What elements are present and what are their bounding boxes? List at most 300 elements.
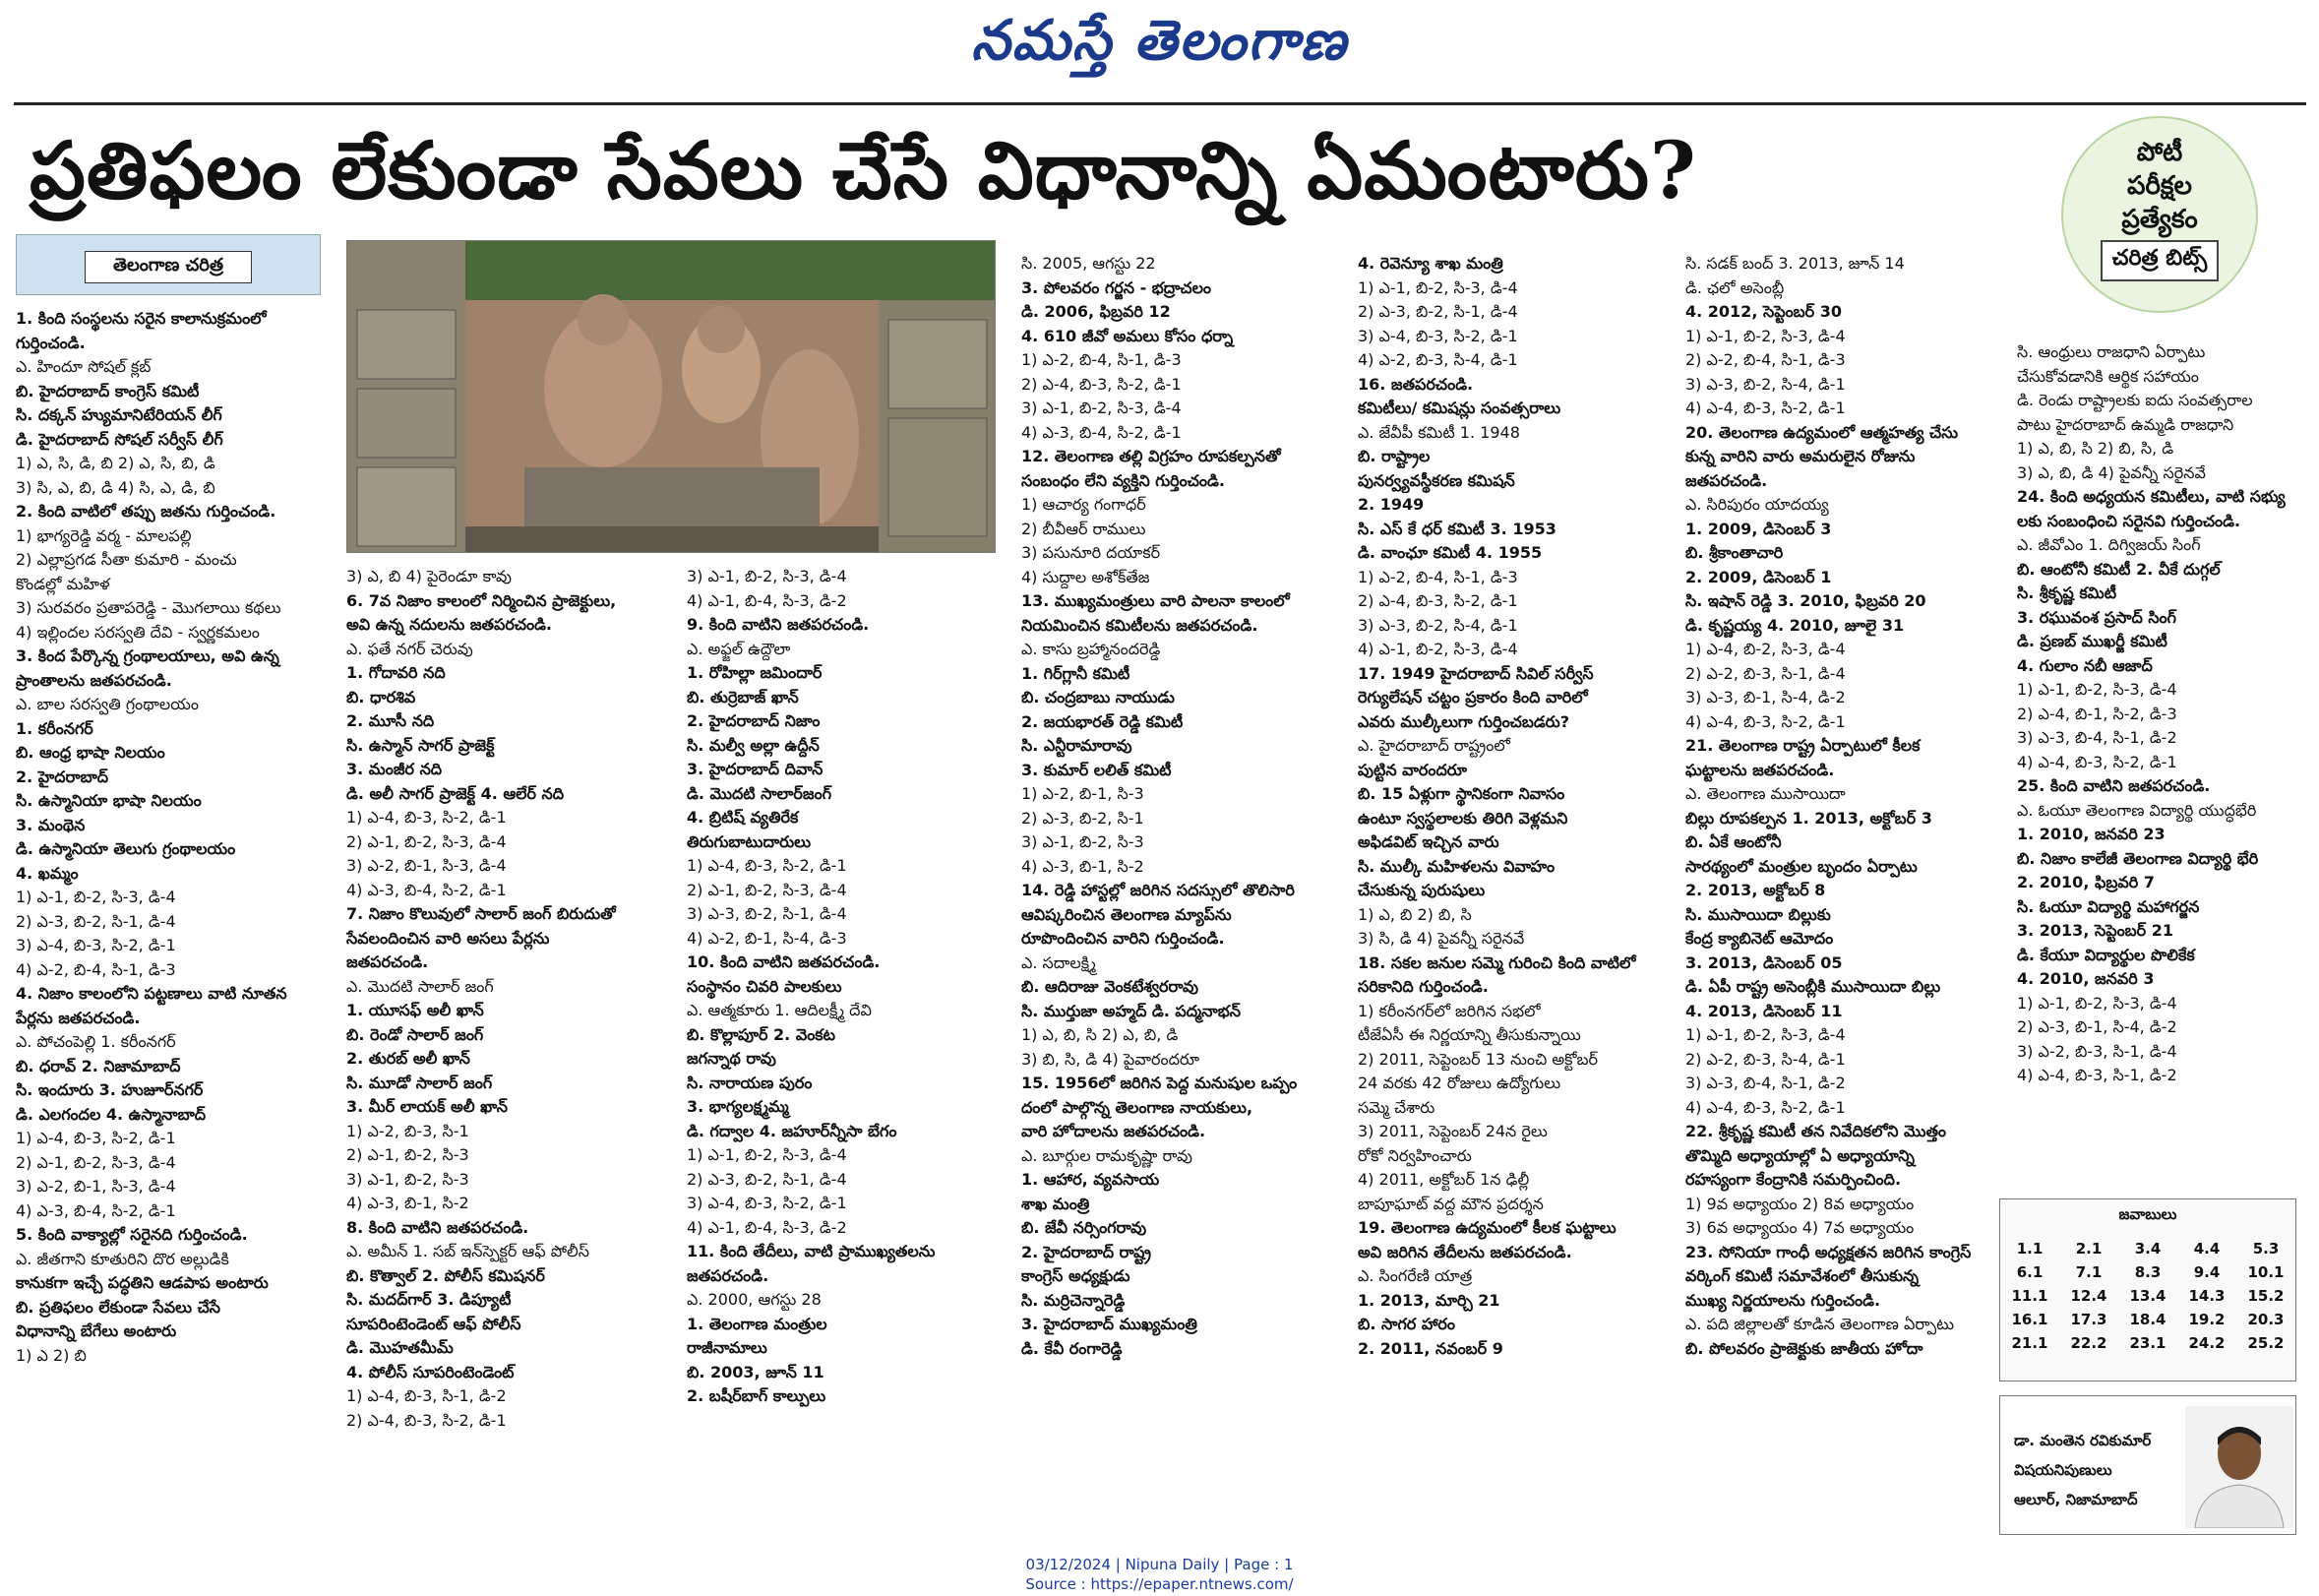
text-line: 2) ఎ-1, బి-2, సి-3, డి-4 — [16, 1152, 176, 1172]
text-line: కున్న వారిని వారు అమరులైన రోజును — [1685, 447, 1916, 465]
text-line: 4) ఎ-3, బి-4, సి-2, డి-1 — [16, 1200, 176, 1220]
column-7 — [2017, 340, 2314, 1088]
text-line: పాటు హైదరాబాద్ ఉమ్మడి రాజధాని — [2017, 414, 2234, 434]
text-line: 4) ఎ-3, బి-4, సి-2, డి-1 — [346, 880, 507, 899]
text-line: పేర్లను జతపరచండి. — [16, 1008, 141, 1027]
author-photo — [2185, 1406, 2293, 1528]
text-line: 1) ఎ-4, బి-2, సి-3, డి-4 — [1685, 640, 1846, 658]
text-line: 12. తెలంగాణ తల్లి విగ్రహం రూపకల్పనతో — [1021, 447, 1281, 465]
text-line: అఫిడవిట్ ఇచ్చిన వారు — [1358, 832, 1499, 851]
text-line: 1. యూసఫ్ అలీ ఖాన్ — [346, 1001, 484, 1019]
text-line: ఎవరు ముల్కీలుగా గుర్తించబడరు? — [1358, 711, 1569, 731]
text-line: ఉంటూ స్వస్థలాలకు తిరిగి వెళ్లమని — [1358, 808, 1568, 828]
text-line: సి. మల్వీ అల్లా ఉద్దీన్ — [687, 735, 820, 755]
text-line: 3. మీర్ లాయక్ అలీ ఖాన్ — [346, 1097, 509, 1116]
text-line: ఎ. మొదటి సాలార్ జంగ్ — [346, 976, 494, 996]
text-line: ముఖ్య నిర్ణయాలను గుర్తించండి. — [1685, 1290, 1881, 1310]
text-line: దంలో పాల్గొన్న తెలంగాణ నాయకులు, — [1021, 1097, 1253, 1117]
text-line: సి. 2005, ఆగస్టు 22 — [1021, 254, 1156, 273]
badge-line-1: పోటీ — [2136, 138, 2183, 167]
badge-line-2: పరీక్షల — [2127, 171, 2192, 201]
text-line: బి. ప్రతిఫలం లేకుండా సేవలు చేసే — [16, 1297, 220, 1317]
text-line: 3) ఎ-4, బి-3, సి-2, డి-1 — [1358, 326, 1518, 345]
text-line: సి. ఉస్మాన్ సాగర్ ప్రాజెక్ట్ — [346, 735, 495, 755]
footer-source[interactable]: Source : https://epaper.ntnews.com/ — [1025, 1575, 1294, 1593]
text-line: ఎ. ఫతే నగర్ చెరువు — [346, 639, 473, 658]
answer-cell: 23.1 — [2129, 1334, 2166, 1352]
column-4 — [1021, 252, 1341, 1361]
text-line: సంబంధం లేని వ్యక్తిని గుర్తించండి. — [1021, 470, 1225, 490]
text-line: 1) ఎ-2, బి-4, సి-1, డి-3 — [1358, 567, 1518, 586]
text-line: సి. ఇందూరు 3. హుజూర్‌నగర్ — [16, 1080, 204, 1099]
column-2 — [346, 565, 663, 1433]
text-line: 19. తెలంగాణ ఉద్యమంలో కీలక ఘట్టాలు — [1358, 1218, 1617, 1237]
text-line: అవి జరిగిన తేదీలను జతపరచండి. — [1358, 1242, 1572, 1261]
text-line: డి. ఉస్మానియా తెలుగు గ్రంథాలయం — [16, 839, 236, 858]
answer-cell: 7.1 — [2075, 1263, 2103, 1281]
text-line: 2. బషీర్‌బాగ్ కాల్పులు — [687, 1386, 826, 1405]
text-line: 1. తెలంగాణ మంత్రుల — [687, 1314, 827, 1333]
text-line: 1. గిర్‌గ్లానీ కమిటీ — [1021, 663, 1130, 683]
text-line: వారి హోదాలను జతపరచండి. — [1021, 1122, 1206, 1140]
text-line: 4) ఎ-4, బి-3, సి-2, డి-1 — [1685, 399, 1846, 417]
text-line: 4. పోలీస్ సూపరింటెండెంట్ — [346, 1362, 515, 1381]
answer-cell: 24.2 — [2188, 1334, 2226, 1352]
text-line: గుర్తించండి. — [16, 333, 86, 352]
text-line: ఎ. పోచంపెల్లి 1. కరీంనగర్ — [16, 1032, 176, 1051]
answer-cell: 14.3 — [2188, 1287, 2226, 1305]
answer-cell: 16.1 — [2011, 1311, 2048, 1328]
text-line: 4) ఎ-3, బి-1, సి-2 — [1021, 856, 1144, 876]
text-line: బి. శ్రీకాంతాచారి — [1685, 543, 1784, 562]
text-line: సి. ఇషాన్ రెడ్డి 3. 2010, ఫిబ్రవరి 20 — [1685, 591, 1926, 610]
text-line: డి. 2006, ఫిబ్రవరి 12 — [1021, 302, 1171, 321]
text-line: 7. నిజాం కొలువులో సాలార్ జంగ్ బిరుదుతో — [346, 904, 616, 923]
text-line: రోకో నిర్వహించారు — [1358, 1145, 1472, 1165]
answer-cell: 5.3 — [2252, 1240, 2280, 1258]
text-line: 4) ఎ-3, బి-1, సి-2 — [346, 1194, 469, 1212]
text-line: 4) 2011, అక్టోబర్ 1న ఢిల్లీ — [1358, 1170, 1530, 1189]
text-line: సి. ఎన్టీరామారావు — [1021, 736, 1132, 755]
text-line: 4) ఎ-1, బి-4, సి-3, డి-2 — [687, 1217, 847, 1237]
badge-line-3: ప్రత్యేకం — [2121, 205, 2198, 234]
text-line: 3. మంజీర నది — [346, 760, 443, 778]
text-line: ఎ. అమీన్ 1. సబ్ ఇన్‌స్పెక్టర్ ఆఫ్ పోలీస్ — [346, 1242, 589, 1260]
text-line: 2) ఎ-3, బి-1, సి-4, డి-2 — [2017, 1017, 2177, 1036]
text-line: 4. నిజాం కాలంలోని పట్టణాలు వాటి నూతన — [16, 984, 287, 1003]
text-line: 2) ఎల్లాప్రగడ సీతా కుమారి - మంచు — [16, 550, 237, 569]
text-line: 2. 2011, నవంబర్ 9 — [1358, 1338, 1503, 1358]
text-line: ఎ. సిరిపురం యాదయ్య — [1685, 495, 1829, 514]
text-line: జగన్నాథ రావు — [687, 1049, 776, 1068]
text-line: 1) ఎ, బి, సి 2) బి, సి, డి — [2017, 439, 2174, 458]
text-line: 4) ఎ-2, బి-3, సి-4, డి-1 — [1358, 350, 1518, 369]
author-place: ఆలూర్, నిజామాబాద్ — [2014, 1491, 2138, 1508]
text-line: 1) ఎ, బి 2) బి, సి — [1358, 904, 1472, 924]
text-line: కొండల్లో మహిళ — [16, 574, 110, 593]
footer-line-1: 03/12/2024 | Nipuna Daily | Page : 1 — [1025, 1556, 1294, 1573]
answer-table — [2000, 1237, 2295, 1355]
text-line: 4) ఎ-2, బి-1, సి-4, డి-3 — [687, 928, 847, 948]
text-line: 1) ఎ, బి, సి 2) ఎ, బి, డి — [1021, 1025, 1179, 1044]
text-line: సి. ఎస్ కే ధర్ కమిటీ 3. 1953 — [1358, 519, 1556, 538]
text-line: డి. ఎలగందల 4. ఉస్మానాబాద్ — [16, 1104, 207, 1124]
text-line: 3) ఎ, బి, డి 4) పైవన్నీ సరైనవే — [2017, 462, 2206, 482]
text-line: బి. చంద్రబాబు నాయుడు — [1021, 688, 1175, 706]
text-line: 24. కింది అధ్యయన కమిటీలు, వాటి సభ్యు — [2017, 487, 2286, 506]
text-line: బి. తుర్రెబాజ్ ఖాన్ — [687, 687, 799, 706]
text-line: సి. సడక్ బంద్ 3. 2013, జూన్ 14 — [1685, 254, 1905, 273]
text-line: 24 వరకు 42 రోజులు ఉద్యోగులు — [1358, 1074, 1561, 1092]
text-line: 4. 610 జీవో అమలు కోసం ధర్నా — [1021, 326, 1234, 345]
text-line: విధానాన్ని బేగేలు అంటారు — [16, 1321, 177, 1340]
text-line: డి. వాంఛూ కమిటీ 4. 1955 — [1358, 543, 1543, 562]
text-line: డి. రెండు రాష్ట్రాలకు ఐదు సంవత్సరాల — [2017, 391, 2253, 409]
text-line: బి. 2003, జూన్ 11 — [687, 1362, 824, 1381]
text-line: 3) ఎ-1, బి-2, సి-3, డి-4 — [687, 567, 847, 585]
text-line: 1. 2010, జనవరి 23 — [2017, 825, 2166, 843]
text-line: డి. ఛలో అసెంబ్లీ — [1685, 277, 1785, 297]
text-line: 3) ఎ-4, బి-3, సి-2, డి-1 — [16, 936, 176, 954]
text-line: 3) ఎ-3, బి-1, సి-4, డి-2 — [1685, 688, 1846, 706]
text-line: సి. ఆంధ్రులు రాజధాని ఏర్పాటు — [2017, 342, 2206, 361]
text-line: డి. గద్వాల 4. జహూర్‌న్నీసా బేగం — [687, 1121, 897, 1140]
text-line: 3. 2013, సెప్టెంబర్ 21 — [2017, 921, 2174, 940]
text-line: కాంగ్రెస్ అధ్యక్షుడు — [1021, 1266, 1130, 1285]
text-line: 3) ఎ-3, బి-4, సి-1, డి-2 — [2017, 728, 2177, 747]
text-line: డి. మొదటి సాలార్‌జంగ్ — [687, 783, 832, 803]
text-line: డి. మొహతమీమ్ — [346, 1338, 454, 1357]
text-line: 2) ఎ-3, బి-2, సి-1, డి-4 — [1358, 302, 1518, 321]
text-line: 2. హైదరాబాద్ రాష్ట్ర — [1021, 1242, 1151, 1261]
text-line: సి. శ్రీకృష్ణ కమిటీ — [2017, 583, 2117, 602]
author-info — [2014, 1426, 2181, 1514]
text-line: 4) ఎ-4, బి-3, సి-2, డి-1 — [1685, 1097, 1846, 1117]
text-line: 1) ఎ-1, బి-2, సి-3, డి-4 — [2017, 993, 2177, 1013]
text-line: 1) ఎ-1, బి-2, సి-3, డి-4 — [16, 888, 176, 906]
text-line: బిల్లు రూపకల్పన 1. 2013, అక్టోబర్ 3 — [1685, 808, 1932, 828]
answer-cell: 6.1 — [2016, 1263, 2044, 1281]
text-line: బి. ఆదిరాజు వెంకటేశ్వరరావు — [1021, 977, 1198, 996]
text-line: ఎ. పది జిల్లాలతో కూడిన తెలంగాణ ఏర్పాటు — [1685, 1315, 1955, 1333]
text-line: 2. 1949 — [1358, 495, 1425, 514]
text-line: 2. హైదరాబాద్ నిజాం — [687, 711, 821, 730]
answer-row — [2000, 1260, 2295, 1284]
text-line: 4. 2010, జనవరి 3 — [2017, 969, 2155, 988]
text-line: 2. 2013, అక్టోబర్ 8 — [1685, 881, 1826, 899]
text-line: 4) ఎ-3, బి-4, సి-2, డి-1 — [1021, 422, 1182, 442]
text-line: 4) ఎ-2, బి-4, సి-1, డి-3 — [16, 959, 176, 979]
text-line: పుట్టిన వారందరూ — [1358, 760, 1467, 779]
text-line: సమ్మె చేశారు — [1358, 1097, 1435, 1117]
text-line: వర్కింగ్ కమిటీ సమావేశంలో తీసుకున్న — [1685, 1266, 1919, 1285]
text-line: 2) ఎ-3, బి-2, సి-1, డి-4 — [16, 911, 176, 931]
text-line: 1) భాగ్యరెడ్డి వర్మ - మాలపల్లి — [16, 525, 192, 545]
answer-cell: 18.4 — [2129, 1311, 2166, 1328]
text-line: 25. కింది వాటిని జతపరచండి. — [2017, 776, 2211, 795]
text-line: ఎ. తెలంగాణ ముసాయిదా — [1685, 784, 1846, 803]
text-line: 21. తెలంగాణ రాష్ట్ర ఏర్పాటులో కీలక — [1685, 736, 1921, 755]
column-1 — [16, 307, 321, 1368]
text-line: కమిటీలు/ కమిషన్లు సంవత్సరాలు — [1358, 399, 1561, 417]
answer-cell: 20.3 — [2247, 1311, 2285, 1328]
text-line: కేంద్ర క్యాబినెట్ ఆమోదం — [1685, 929, 1834, 948]
text-line: 2) ఎ-1, బి-2, సి-3, డి-4 — [687, 880, 847, 899]
text-line: 2. హైదరాబాద్ — [16, 767, 109, 786]
text-line: 18. సకల జనుల సమ్మె గురించి కింది వాటిలో — [1358, 952, 1636, 972]
text-line: ఎ. సింగరేణి యాత్ర — [1358, 1266, 1473, 1285]
answer-cell: 8.3 — [2134, 1263, 2162, 1281]
text-line: 1) ఎ-2, బి-3, సి-1 — [346, 1121, 469, 1140]
text-line: 16. జతపరచండి. — [1358, 374, 1474, 394]
answer-row — [2000, 1308, 2295, 1331]
text-line: 1. 2009, డిసెంబర్ 3 — [1685, 519, 1832, 538]
text-line: 10. కింది వాటిని జతపరచండి. — [687, 952, 881, 971]
text-line: 2. జయభారత్ రెడ్డి కమిటీ — [1021, 711, 1184, 731]
text-line: 2) ఎ-2, బి-3, సి-1, డి-4 — [1685, 663, 1846, 683]
text-line: 2) ఎ-2, బి-3, సి-4, డి-1 — [1685, 1049, 1846, 1069]
text-line: బి. ఆంటోనీ కమిటీ 2. వీకే దుగ్గల్ — [2017, 559, 2221, 579]
answer-cell: 3.4 — [2134, 1240, 2162, 1258]
text-line: జతపరచండి. — [346, 952, 429, 971]
section-badge — [2061, 116, 2258, 313]
text-line: 1. 2013, మార్చి 21 — [1358, 1290, 1500, 1310]
answer-cell: 2.1 — [2075, 1240, 2103, 1258]
text-line: 1) ఎ-4, బి-3, సి-1, డి-2 — [346, 1386, 507, 1405]
text-line: బి. 15 ఏళ్లుగా స్థానికంగా నివాసం — [1358, 784, 1565, 803]
text-line: ఎ. కాసు బ్రహ్మానందరెడ్డి — [1021, 640, 1161, 658]
text-line: 3) ఎ-2, బి-3, సి-1, డి-4 — [2017, 1041, 2177, 1061]
text-line: సి. ముల్కీ మహిళలను వివాహం — [1358, 856, 1556, 876]
text-line: 2) ఎ-1, బి-2, సి-3 — [346, 1145, 469, 1164]
text-line: 1) ఎ 2) బి — [16, 1345, 87, 1365]
answer-key-title: జవాబులు — [2118, 1205, 2177, 1223]
text-line: డి. కేవీ రంగారెడ్డి — [1021, 1338, 1123, 1358]
text-line: 3) ఎ-2, బి-1, సి-3, డి-4 — [16, 1177, 176, 1196]
text-line: సి. మర్రిచెన్నారెడ్డి — [1021, 1290, 1126, 1310]
text-line: ఎ. జేవీపీ కమిటీ 1. 1948 — [1358, 422, 1520, 442]
text-line: ఎ. సదాలక్ష్మి — [1021, 952, 1096, 972]
text-line: 15. 1956లో జరిగిన పెద్ద మనుషుల ఒప్పం — [1021, 1074, 1298, 1092]
text-line: 4) ఎ-1, బి-2, సి-3, డి-4 — [1358, 640, 1518, 658]
text-line: 1) ఎ-1, బి-2, సి-3, డి-4 — [2017, 680, 2177, 699]
footer — [0, 1555, 2319, 1594]
text-line: 3) బి, సి, డి 4) పైవారందరూ — [1021, 1049, 1200, 1069]
text-line: డి. ప్రణబ్ ముఖర్జీ కమిటీ — [2017, 632, 2167, 650]
text-line: 3) పసునూరి దయాకర్ — [1021, 543, 1161, 562]
answer-key — [1999, 1198, 2296, 1381]
text-line: 4) ఎ-4, బి-3, సి-1, డి-2 — [2017, 1066, 2177, 1084]
text-line: 3) 2011, సెప్టెంబర్ 24న రైలు — [1358, 1122, 1548, 1140]
text-line: 2) ఎ-2, బి-4, సి-1, డి-3 — [1685, 350, 1846, 369]
text-line: 1) ఎ-4, బి-3, సి-2, డి-1 — [346, 808, 507, 827]
text-line: రాజీనామాలు — [687, 1338, 767, 1357]
text-line: బి. నిజాం కాలేజీ తెలంగాణ విద్యార్థి భేరి — [2017, 848, 2259, 868]
text-line: సి. ఉస్మానియా భాషా నిలయం — [16, 791, 202, 810]
text-line: 3. కింద పేర్కొన్న గ్రంథాలయాలు, అవి ఉన్న — [16, 646, 279, 665]
text-line: సి. ముర్తుజా అహ్మద్ డి. పద్మనాభన్ — [1021, 1001, 1241, 1020]
author-name: డా. మంతెన రవికుమార్ — [2014, 1432, 2152, 1449]
text-line: సి. నారాయణ పురం — [687, 1073, 813, 1092]
answer-row — [2000, 1331, 2295, 1355]
text-line: 1) కరీంనగర్‌లో జరిగిన సభలో — [1358, 1001, 1541, 1020]
text-line: ఎ. ఆత్మకూరు 1. ఆదిలక్ష్మీ దేవి — [687, 1001, 872, 1019]
text-line: ప్రాంతాలను జతపరచండి. — [16, 670, 172, 690]
answer-cell: 4.4 — [2193, 1240, 2221, 1258]
column-6 — [1685, 252, 2000, 1361]
text-line: సేవలందించిన వారి అసలు పేర్లను — [346, 928, 550, 948]
text-line: ఘట్టాలను జతపరచండి. — [1685, 760, 1835, 779]
text-line: 1. గోదావరి నది — [346, 663, 446, 682]
text-line: 4. 2013, డిసెంబర్ 11 — [1685, 1001, 1843, 1020]
text-line: 1) ఎ-1, బి-2, సి-3, డి-4 — [1685, 326, 1846, 345]
text-line: సి. ముసాయిదా బిల్లుకు — [1685, 904, 1831, 924]
text-line: 1) ఎ, సి, డి, బి 2) ఎ, సి, బి, డి — [16, 454, 215, 472]
text-line: డి. కేయూ విద్యార్థుల పొలికేక — [2017, 945, 2195, 964]
text-line: ఆవిష్కరించిన తెలంగాణ మ్యాప్‌ను — [1021, 904, 1232, 924]
sculpture-photo — [346, 240, 996, 553]
answer-cell: 1.1 — [2016, 1240, 2044, 1258]
text-line: 2) ఎ-4, బి-3, సి-2, డి-1 — [1021, 374, 1182, 394]
text-line: డి. అలీ సాగర్ ప్రాజెక్ట్ 4. ఆలేర్ నది — [346, 783, 565, 803]
text-line: బి. ఏకే ఆంటోనీ — [1685, 832, 1782, 851]
text-line: జతపరచండి. — [1685, 470, 1768, 490]
text-line: 2) ఎ-4, బి-3, సి-2, డి-1 — [346, 1410, 507, 1430]
text-line: డి. హైదరాబాద్ సోషల్ సర్వీస్ లీగ్ — [16, 429, 223, 449]
text-line: 3. రఘువంశ ప్రసాద్ సింగ్ — [2017, 607, 2177, 627]
text-line: 2. కింది వాటిలో తప్పు జతను గుర్తించండి. — [16, 502, 276, 521]
text-line: 22. శ్రీకృష్ణ కమిటీ తన నివేదికలోని మొత్తం — [1685, 1122, 1947, 1140]
text-line: 1) ఎ-4, బి-3, సి-2, డి-1 — [16, 1129, 176, 1147]
text-line: బి. ధారశివ — [346, 687, 416, 706]
text-line: బి. కొల్లాపూర్ 2. వెంకట — [687, 1024, 836, 1044]
text-line: 3) ఎ-1, బి-2, సి-3, డి-4 — [1021, 399, 1182, 417]
text-line: 3. హైదరాబాద్ ముఖ్యమంత్రి — [1021, 1315, 1197, 1333]
text-line: బి. కొత్వాల్ 2. పోలీస్ కమిషనర్ — [346, 1265, 545, 1285]
text-line: 4) సుద్దాల అశోక్‌తేజ — [1021, 567, 1150, 586]
answer-row — [2000, 1284, 2295, 1308]
answer-cell: 11.1 — [2011, 1287, 2048, 1305]
text-line: బి. పోలవరం ప్రాజెక్టుకు జాతీయ హోదా — [1685, 1338, 1923, 1358]
text-line: బి. జేవీ నర్సింగరావు — [1021, 1218, 1147, 1237]
text-line: 3) సురవరం ప్రతాపరెడ్డి - మొగలాయి కథలు — [16, 598, 281, 617]
text-line: 2) బీవీఆర్ రాములు — [1021, 519, 1146, 538]
text-line: ఎ. జీవోఎం 1. దిగ్విజయ్ సింగ్ — [2017, 535, 2201, 554]
text-line: బి. ధరావ్ 2. నిజామాబాద్ — [16, 1056, 181, 1075]
text-line: 4. బ్రిటిష్ వ్యతిరేక — [687, 808, 799, 827]
text-line: 2. 2009, డిసెంబర్ 1 — [1685, 567, 1832, 586]
text-line: 2) ఎ-3, బి-2, సి-1, డి-4 — [687, 1169, 847, 1189]
text-line: 3) ఎ, బి 4) పైరెండూ కావు — [346, 567, 512, 585]
text-line: బి. రెండో సాలార్ జంగ్ — [346, 1024, 484, 1044]
text-line: చేసుకోవడానికి ఆర్థిక సహాయం — [2017, 366, 2199, 386]
text-line: 3) సి, డి 4) పైవన్నీ సరైనవే — [1358, 929, 1525, 948]
text-line: 1) ఆచార్య గంగాధర్ — [1021, 495, 1146, 514]
text-line: సి. మదద్‌గార్ 3. డిప్యూటీ — [346, 1290, 512, 1309]
text-line: 11. కింది తేదీలు, వాటి ప్రాముఖ్యతలను — [687, 1242, 936, 1260]
text-line: ఎ. హిందూ సోషల్ క్లబ్ — [16, 357, 152, 376]
text-line: 1. కరీంనగర్ — [16, 718, 93, 738]
text-line: 3) ఎ-3, బి-2, సి-4, డి-1 — [1358, 615, 1518, 635]
text-line: ఎ. 2000, ఆగస్టు 28 — [687, 1290, 822, 1309]
text-line: లకు సంబంధించి సరైనవి గుర్తించండి. — [2017, 511, 2241, 530]
text-line: 1) ఎ-2, బి-4, సి-1, డి-3 — [1021, 350, 1182, 369]
text-line: బాపూఘాట్ వద్ద మౌన ప్రదర్శన — [1358, 1194, 1544, 1213]
text-line: 2. మూసీ నది — [346, 711, 435, 730]
text-line: తొమ్మిది అధ్యాయాల్లో ఏ అధ్యాయాన్ని — [1685, 1145, 1915, 1165]
masthead-logo: నమస్తే తెలంగాణ — [971, 8, 1348, 73]
text-line: 1) 9వ అధ్యాయం 2) 8వ అధ్యాయం — [1685, 1194, 1915, 1213]
text-line: పునర్వ్యవస్థీకరణ కమిషన్ — [1358, 470, 1515, 490]
text-line: 3) ఎ-3, బి-2, సి-1, డి-4 — [687, 904, 847, 923]
text-line: 3. మంథెన — [16, 815, 86, 834]
answer-cell: 12.4 — [2070, 1287, 2107, 1305]
text-line: 3) ఎ-2, బి-1, సి-3, డి-4 — [346, 856, 507, 875]
text-line: 3. హైదరాబాద్ దివాన్ — [687, 760, 824, 778]
answer-cell: 17.3 — [2070, 1311, 2107, 1328]
text-line: సారథ్యంలో మంత్రుల బృందం ఏర్పాటు — [1685, 856, 1918, 876]
text-line: 3) సి, ఎ, బి, డి 4) సి, ఎ, డి, బి — [16, 477, 215, 497]
text-line: 2) ఎ-1, బి-2, సి-3, డి-4 — [346, 831, 507, 851]
text-line: 4. గులాం నబీ ఆజాద్ — [2017, 655, 2153, 675]
column-3 — [687, 565, 1004, 1409]
text-line: 3) ఎ-1, బి-2, సి-3 — [1021, 832, 1144, 851]
text-line: 2) ఎ-4, బి-1, సి-2, డి-3 — [2017, 704, 2177, 723]
text-line: 8. కింది వాటిని జతపరచండి. — [346, 1217, 529, 1237]
section-label-box — [16, 234, 321, 295]
answer-cell: 21.1 — [2011, 1334, 2048, 1352]
text-line: రెగ్యులేషన్ చట్టం ప్రకారం కింది వారిలో — [1358, 688, 1588, 706]
text-line: సి. దక్కన్ హ్యుమానిటేరియన్ లీగ్ — [16, 405, 222, 424]
text-line: శాఖ మంత్రి — [1021, 1194, 1090, 1213]
text-line: 4. రెవెన్యూ శాఖ మంత్రి — [1358, 254, 1503, 273]
text-line: బి. సాగర హారం — [1358, 1315, 1455, 1333]
text-line: 14. రెడ్డి హాస్టల్లో జరిగిన సదస్సులో తొలిసారి — [1021, 881, 1295, 899]
text-line: 1) ఎ-1, బి-2, సి-3, డి-4 — [687, 1145, 847, 1164]
text-line: 3) ఎ-1, బి-2, సి-3 — [346, 1169, 469, 1189]
text-line: 3) ఎ-3, బి-2, సి-4, డి-1 — [1685, 374, 1846, 394]
badge-tag: చరిత్ర బిట్స్ — [2101, 240, 2219, 281]
text-line: 1) ఎ-1, బి-2, సి-3, డి-4 — [1358, 277, 1518, 297]
text-line: 1. రోహిల్లా జమిందార్ — [687, 663, 823, 682]
text-line: 4) ఎ-4, బి-3, సి-2, డి-1 — [1685, 711, 1846, 731]
text-line: 2) ఎ-3, బి-2, సి-1 — [1021, 808, 1144, 828]
text-line: ఎ. బాల సరస్వతి గ్రంథాలయం — [16, 695, 199, 713]
text-line: ఎ. అఫ్జల్ ఉద్దౌలా — [687, 639, 791, 658]
answer-cell: 13.4 — [2129, 1287, 2166, 1305]
text-line: సి. ఓయూ విద్యార్థి మహాగర్జన — [2017, 896, 2200, 916]
text-line: 4) ఎ-4, బి-3, సి-2, డి-1 — [2017, 752, 2177, 771]
text-line: 2) ఎ-4, బి-3, సి-2, డి-1 — [1358, 591, 1518, 610]
text-line: 4. ఖమ్మం — [16, 863, 79, 883]
text-line: డి. కృష్ణయ్య 4. 2010, జూలై 31 — [1685, 615, 1905, 635]
text-line: ఎ. జీతగాని కూతురిని దొర అల్లుడికి — [16, 1249, 229, 1268]
text-line: 5. కింది వాక్యాల్లో సరైనది గుర్తించండి. — [16, 1225, 248, 1244]
text-line: 1) ఎ-1, బి-2, సి-3, డి-4 — [1685, 1025, 1846, 1044]
answer-cell: 9.4 — [2193, 1263, 2221, 1281]
header-rule — [14, 102, 2306, 105]
text-line: ఎ. బూర్గుల రామకృష్ణా రావు — [1021, 1145, 1192, 1165]
text-line: 2) 2011, సెప్టెంబర్ 13 నుంచి అక్టోబర్ — [1358, 1049, 1598, 1069]
answer-cell: 19.2 — [2188, 1311, 2226, 1328]
text-line: 20. తెలంగాణ ఉద్యమంలో ఆత్మహత్య చేసు — [1685, 422, 1958, 442]
column-5 — [1358, 252, 1668, 1361]
text-line: బి. హైదరాబాద్ కాంగ్రెస్ కమిటీ — [16, 381, 200, 400]
text-line: 1) ఎ-2, బి-1, సి-3 — [1021, 784, 1144, 803]
text-line: 3. కుమార్ లలిత్ కమిటీ — [1021, 760, 1172, 779]
text-line: 3) ఎ-3, బి-4, సి-1, డి-2 — [1685, 1074, 1846, 1092]
text-line: 1. కింది సంస్థలను సరైన కాలానుక్రమంలో — [16, 309, 267, 328]
